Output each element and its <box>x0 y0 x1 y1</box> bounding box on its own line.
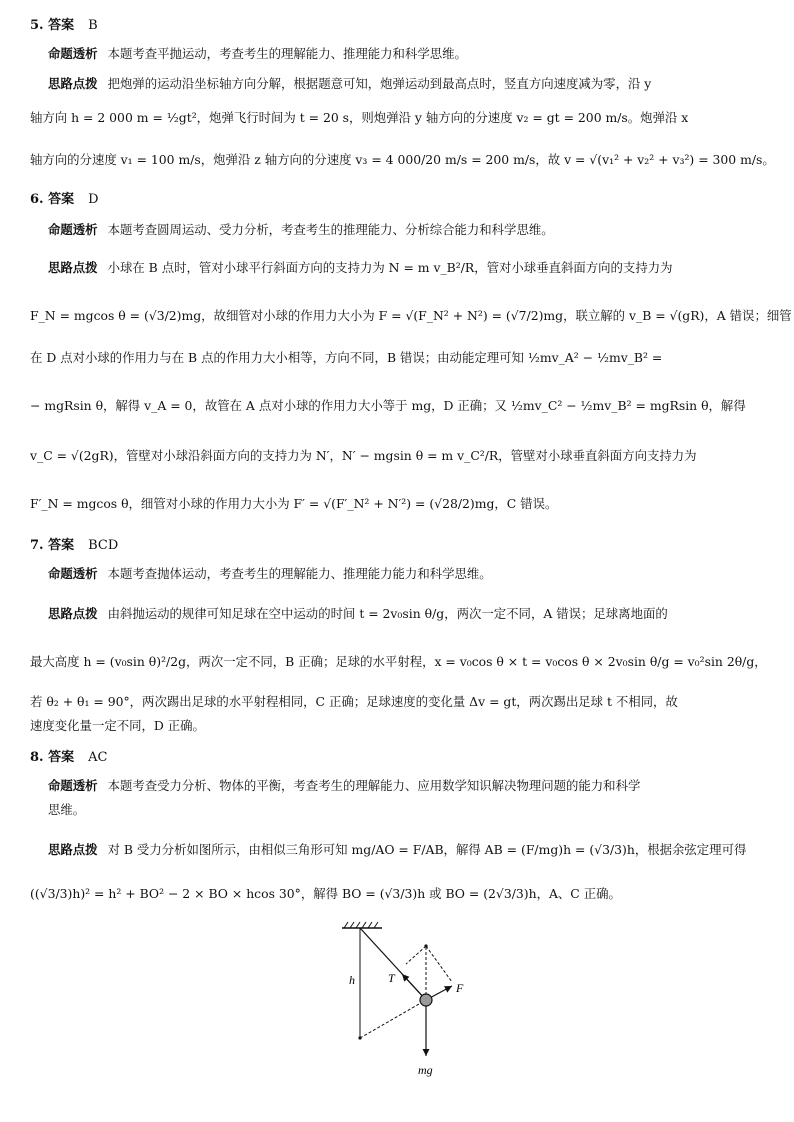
q7-hint-label: 思路点拨 <box>48 606 98 621</box>
label-t: T <box>388 971 395 985</box>
q5-analysis-text: 本题考查平抛运动，考查考生的理解能力、推理能力和科学思维。 <box>107 46 467 61</box>
force-diagram <box>330 920 490 1090</box>
q5-hint-label: 思路点拨 <box>48 76 98 91</box>
label-mg: mg <box>418 1063 433 1077</box>
label-h: h <box>349 973 355 987</box>
q8-analysis-label: 命题透析 <box>48 778 98 793</box>
point-bottom <box>358 1036 361 1039</box>
q7-hint-line-1 <box>48 604 766 622</box>
force-diagram-svg <box>330 920 490 1090</box>
q6-analysis <box>48 220 766 238</box>
q5-analysis-label: 命题透析 <box>48 46 98 61</box>
q5-hint-line-1 <box>48 74 766 92</box>
q8-header <box>30 746 107 765</box>
q5-hint-text-1: 把炮弹的运动沿坐标轴方向分解，根据题意可知，炮弹运动到最高点时，竖直方向速度减为零，沿 y <box>107 76 652 91</box>
q7-analysis-text: 本题考查抛体运动，考查考生的理解能力、推理能力能力和科学思维。 <box>107 566 492 581</box>
dashed-base-line <box>360 1000 426 1038</box>
q7-hint-line-3: 若 θ₂ + θ₁ = 90°，两次踢出足球的水平射程相同，C 正确；足球速度的变化量 Δv = gt，两次踢出足球 t 不相同，故 <box>30 694 678 709</box>
q6-hint-line-3: 在 D 点对小球的作用力与在 B 点的作用力大小相等，方向不同，B 错误；由动能定理可知 ½mv_A² − ½mv_B² = <box>30 350 663 365</box>
q7-analysis <box>48 564 766 582</box>
q8-analysis-text-1: 本题考查受力分析、物体的平衡，考查考生的理解能力、应用数学知识解决物理问题的能力和科学 <box>107 778 641 793</box>
q6-hint-line-5: v_C = √(2gR)，管壁对小球沿斜面方向的支持力为 N′，N′ − mgsin θ = m v_C²/R，管壁对小球垂直斜面方向支持力为 <box>30 448 697 463</box>
ceiling <box>342 922 382 928</box>
q6-header <box>30 188 99 207</box>
q5-answer: B <box>88 18 98 33</box>
q7-number: 7. 答案 <box>30 538 75 553</box>
q6-hint-line-4: − mgRsin θ，解得 v_A = 0，故管在 A 点对小球的作用力大小等于 mg，D 正确；又 ½mv_C² − ½mv_B² = mgRsin θ，解得 <box>30 398 746 413</box>
q8-hint-line-2: ((√3/3)h)² = h² + BO² − 2 × BO × hcos 30°，解得 BO = (√3/3)h 或 BO = (2√3/3)h，A、C 正确。 <box>30 886 621 901</box>
q6-analysis-label: 命题透析 <box>48 222 98 237</box>
point-top <box>424 944 427 947</box>
q5-hint-line-3: 轴方向的分速度 v₁ = 100 m/s，炮弹沿 z 轴方向的分速度 v₃ = 4 000/20 m/s = 200 m/s，故 v = √(v₁² + v₂² + v₃²) = 300 m/s。 <box>30 152 775 167</box>
q7-hint-text-1: 由斜抛运动的规律可知足球在空中运动的时间 t = 2v₀sin θ/g，两次一定不同，A 错误；足球离地面的 <box>107 606 668 621</box>
q8-hint-line-1 <box>48 840 766 858</box>
q7-hint-line-2: 最大高度 h = (v₀sin θ)²/2g，两次一定不同，B 正确；足球的水平射程，x = v₀cos θ × t = v₀cos θ × 2v₀sin θ/g = v₀²sin 2θ/g， <box>30 654 767 669</box>
q7-hint-line-4: 速度变化量一定不同，D 正确。 <box>30 718 205 733</box>
q6-hint-line-6: F′_N = mgcos θ，细管对小球的作用力大小为 F′ = √(F′_N² + N′²) = (√28/2)mg，C 错误。 <box>30 496 558 511</box>
q5-header <box>30 14 98 33</box>
q8-number: 8. 答案 <box>30 750 75 765</box>
q6-hint-line-2: F_N = mgcos θ = (√3/2)mg，故细管对小球的作用力大小为 F = √(F_N² + N²) = (√7/2)mg，联立解的 v_B = √(gR)，A 错误；细管 <box>30 308 792 323</box>
label-f: F <box>456 981 464 995</box>
q7-answer: BCD <box>88 538 119 553</box>
q8-analysis-line-1 <box>48 776 766 794</box>
q5-number: 5. 答案 <box>30 18 75 33</box>
q5-hint-line-2: 轴方向 h = 2 000 m = ½gt²，炮弹飞行时间为 t = 20 s，则炮弹沿 y 轴方向的分速度 v₂ = gt = 200 m/s。炮弹沿 x <box>30 110 689 125</box>
q6-answer: D <box>88 192 99 207</box>
q6-number: 6. 答案 <box>30 192 75 207</box>
q6-hint-text-1: 小球在 B 点时，管对小球平行斜面方向的支持力为 N = m v_B²/R，管对小球垂直斜面方向的支持力为 <box>107 260 673 275</box>
q6-hint-line-1 <box>48 258 766 276</box>
q8-answer: AC <box>88 750 108 765</box>
q7-analysis-label: 命题透析 <box>48 566 98 581</box>
q7-header <box>30 534 118 553</box>
ball <box>420 994 432 1006</box>
q6-hint-label: 思路点拨 <box>48 260 98 275</box>
q5-analysis <box>48 44 766 62</box>
q8-hint-text-1: 对 B 受力分析如图所示，由相似三角形可知 mg/AO = F/AB，解得 AB = (F/mg)h = (√3/3)h，根据余弦定理可得 <box>107 842 747 857</box>
q6-analysis-text: 本题考查圆周运动、受力分析，考查考生的推理能力、分析综合能力和科学思维。 <box>107 222 554 237</box>
q8-analysis-line-2: 思维。 <box>48 802 86 817</box>
q8-hint-label: 思路点拨 <box>48 842 98 857</box>
dashed-top <box>406 946 426 964</box>
dashed-side <box>426 946 452 982</box>
